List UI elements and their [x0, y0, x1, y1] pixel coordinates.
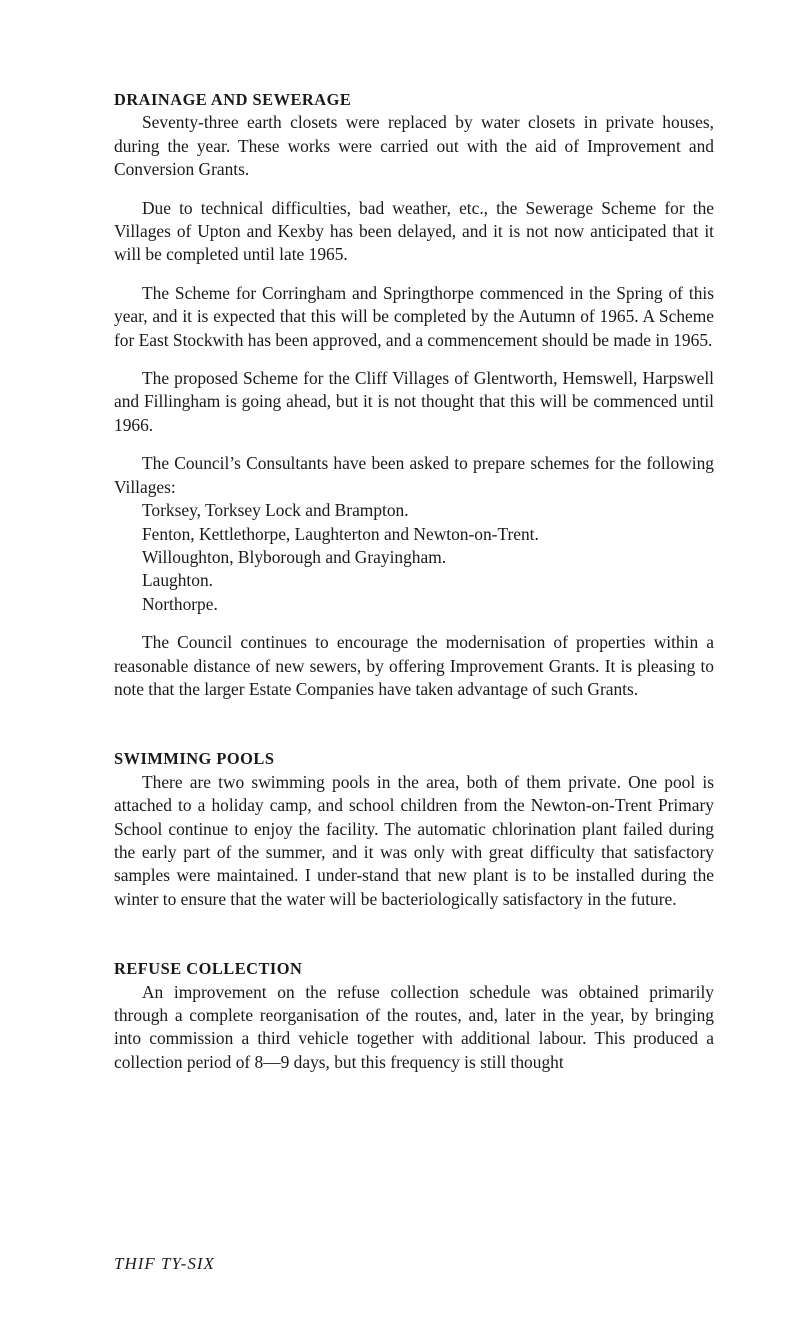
section-swimming-pools — [114, 747, 714, 911]
paragraph: There are two swimming pools in the area, both of them private. One pool is attached to a holiday camp, and school children from the Newton-on-Trent Primary School continue to enjoy the facility. The automatic chlorination plant failed during the early part of the summer, and it was only with great difficulty that satisfactory samples were maintained. I under-stand that new plant is to be installed during the winter to ensure that the water will be bacteriologically satisfactory in the future. — [114, 771, 714, 909]
document-page — [114, 88, 714, 1074]
paragraph: The Council continues to encourage the modernisation of properties within a reasonable distance of new sewers, by offering Improvement Grants. It is pleasing to note that the larger Estate Companies have taken advantage of such Grants. — [114, 632, 714, 699]
paragraph: Due to technical difficulties, bad weather, etc., the Sewerage Scheme for the Villages of Upton and Kexby has been delayed, and it is not now anticipated that it will be completed until late 1965. — [114, 197, 714, 265]
list-item: Fenton, Kettlethorpe, Laughterton and Newton-on-Trent. — [142, 523, 539, 544]
list-item: Torksey, Torksey Lock and Brampton. — [142, 500, 409, 521]
paragraph: The Council’s Consultants have been asked to prepare schemes for the following Villages: — [114, 453, 714, 497]
village-list — [114, 499, 714, 616]
section-heading-drainage: DRAINAGE AND SEWERAGE — [114, 90, 352, 109]
paragraph: The Scheme for Corringham and Springthorpe commenced in the Spring of this year, and it is expected that this will be completed by the Autumn of 1965. A Scheme for East Stockwith has been approved, and a commencement should be made in 1965. — [114, 282, 714, 350]
section-refuse-collection — [114, 957, 714, 1074]
paragraph: Seventy-three earth closets were replaced by water closets in private houses, during the year. These works were carried out with the aid of Improvement and Conversion Grants. — [114, 112, 714, 180]
list-item: Northorpe. — [142, 593, 218, 614]
section-heading-refuse-collection: REFUSE COLLECTION — [114, 959, 303, 979]
paragraph: The proposed Scheme for the Cliff Villages of Glentworth, Hemswell, Harpswell and Fillingham is going ahead, but it is not thought that this will be commenced until 1966. — [114, 368, 714, 435]
list-item: Willoughton, Blyborough and Grayingham. — [142, 546, 447, 567]
section-drainage — [114, 88, 714, 701]
list-item: Laughton. — [142, 570, 213, 591]
page-number-footer: THIF TY-SIX — [114, 1254, 215, 1273]
section-heading-swimming-pools: SWIMMING POOLS — [114, 749, 275, 769]
paragraph: An improvement on the refuse collection schedule was obtained primarily through a complete reorganisation of the routes, and, later in the year, by bringing into commission a third vehicle together with additional labour. This produced a collection period of 8—9 days, but this frequency is still thought — [114, 981, 714, 1072]
